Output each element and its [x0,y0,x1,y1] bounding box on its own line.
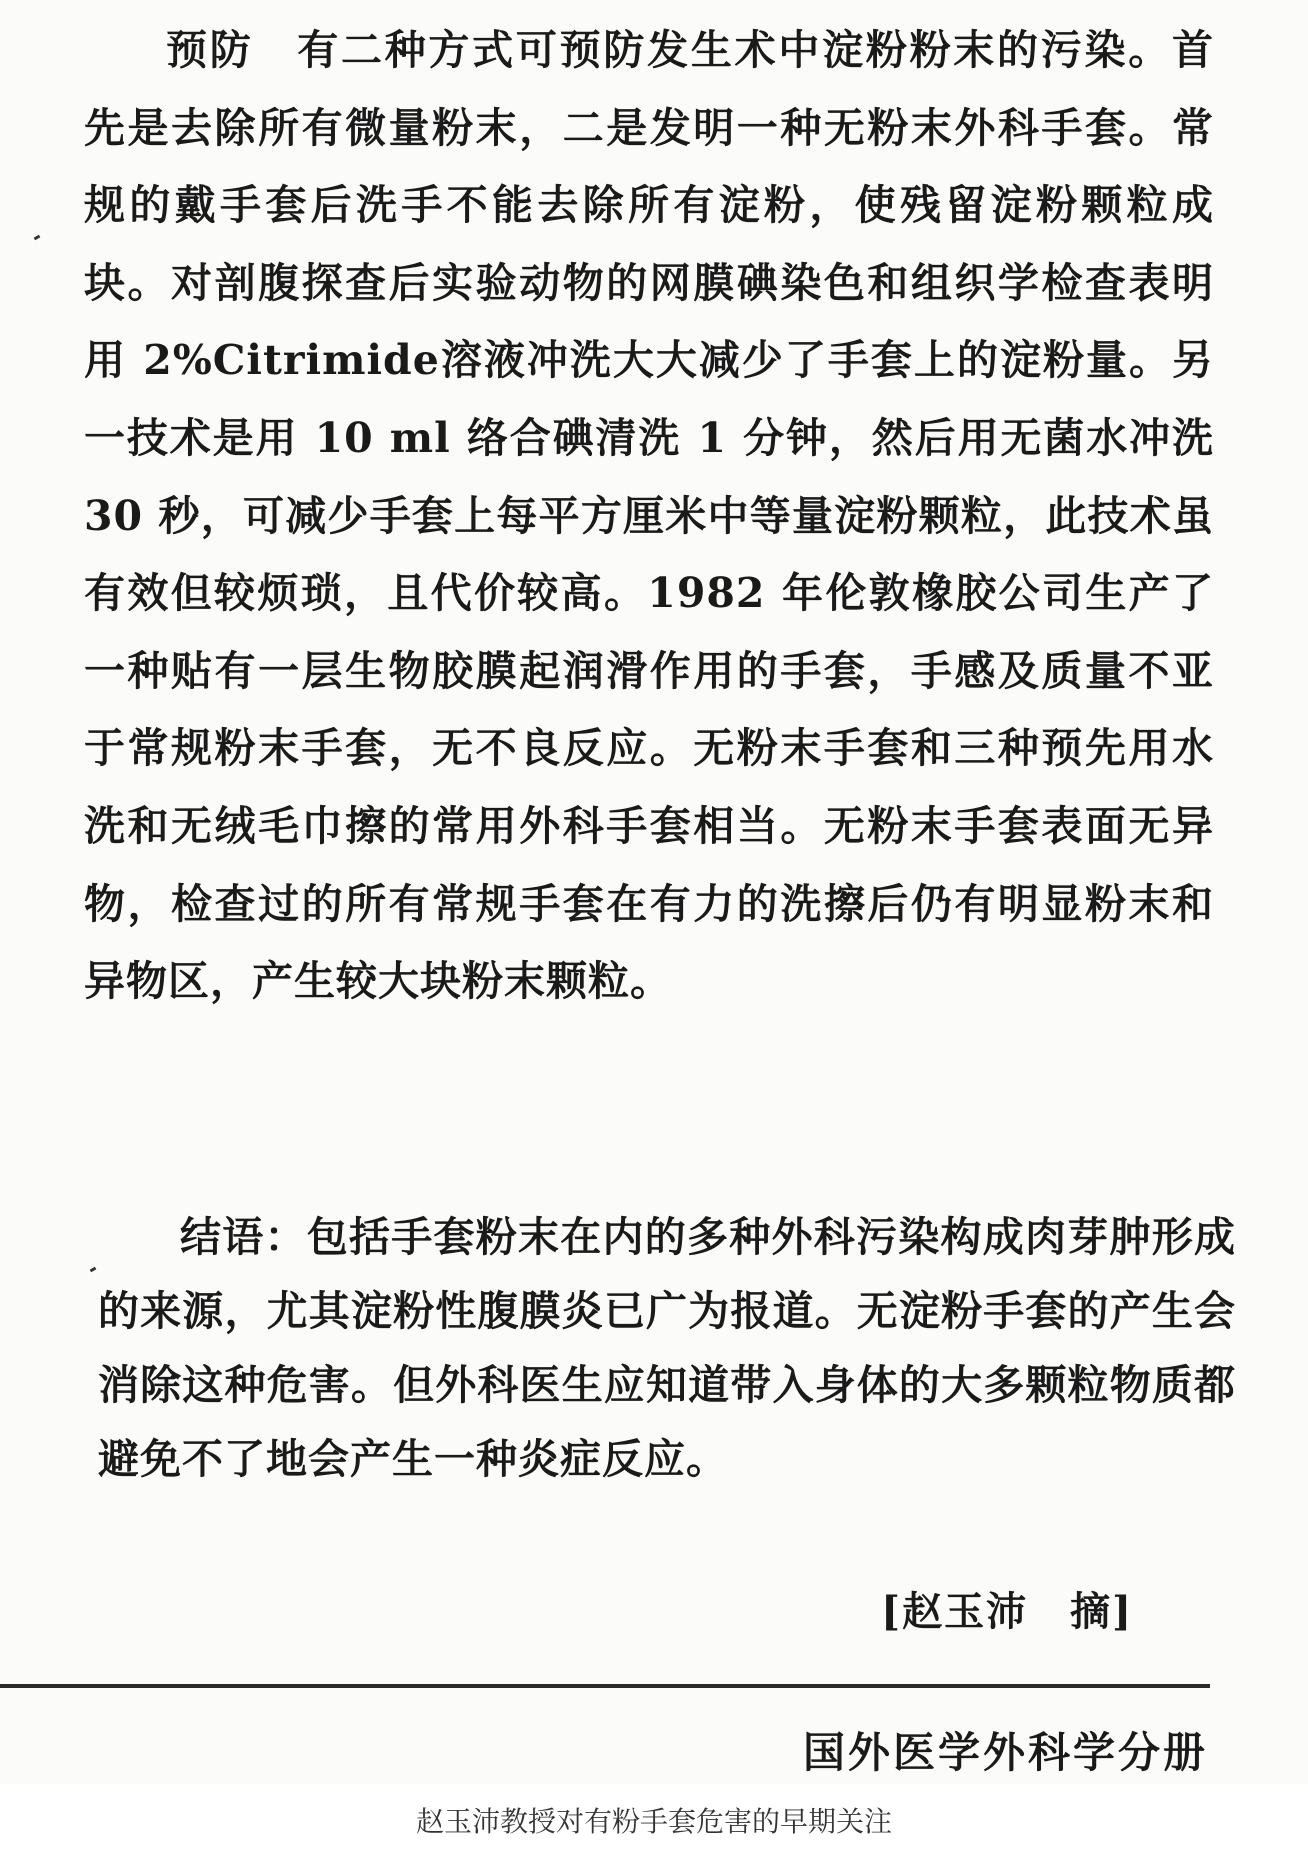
paragraph-prevention: 预防 有二种方式可预防发生术中淀粉粉末的污染。首先是去除所有微量粉末，二是发明一种无粉末外科手套。常规的戴手套后洗手不能去除所有淀粉，使残留淀粉颗粒成块。对剖腹探查后实验动物的网膜碘染色和组织学检查表明用 2%Citrimide溶液冲洗大大减少了手套上的淀粉量。另一技术是用 10 ml 络合碘清洗 1 分钟，然后用无菌水冲洗 30 秒，可减少手套上每平方厘米中等量淀粉颗粒，此技术虽有效但较烦琐，且代价较高。1982 年伦敦橡胶公司生产了一种贴有一层生物胶膜起润滑作用的手套，手感及质量不亚于常规粉末手套，无不良反应。无粉末手套和三种预先用水洗和无绒毛巾擦的常用外科手套相当。无粉末手套表面无异物，检查过的所有常规手套在有力的洗擦后仍有明显粉末和异物区，产生较大块粉末颗粒。 [84,26,1214,1006]
image-caption: 赵玉沛教授对有粉手套危害的早期关注 [415,1805,892,1838]
scan-speck [90,1267,97,1273]
scan-speck [34,235,41,241]
footer-divider [0,1684,1210,1688]
paragraph-conclusion: 结语：包括手套粉末在内的多种外科污染构成肉芽肿形成的来源，尤其淀粉性腹膜炎已广为报道。无淀粉手套的产生会消除这种危害。但外科医生应知道带入身体的大多颗粒物质都避免不了地会产生一种炎症反应。 [98,1213,1236,1483]
abstract-attribution: [赵玉沛 摘] [881,1588,1133,1635]
journal-name: 国外医学外科学分册 [802,1728,1208,1777]
